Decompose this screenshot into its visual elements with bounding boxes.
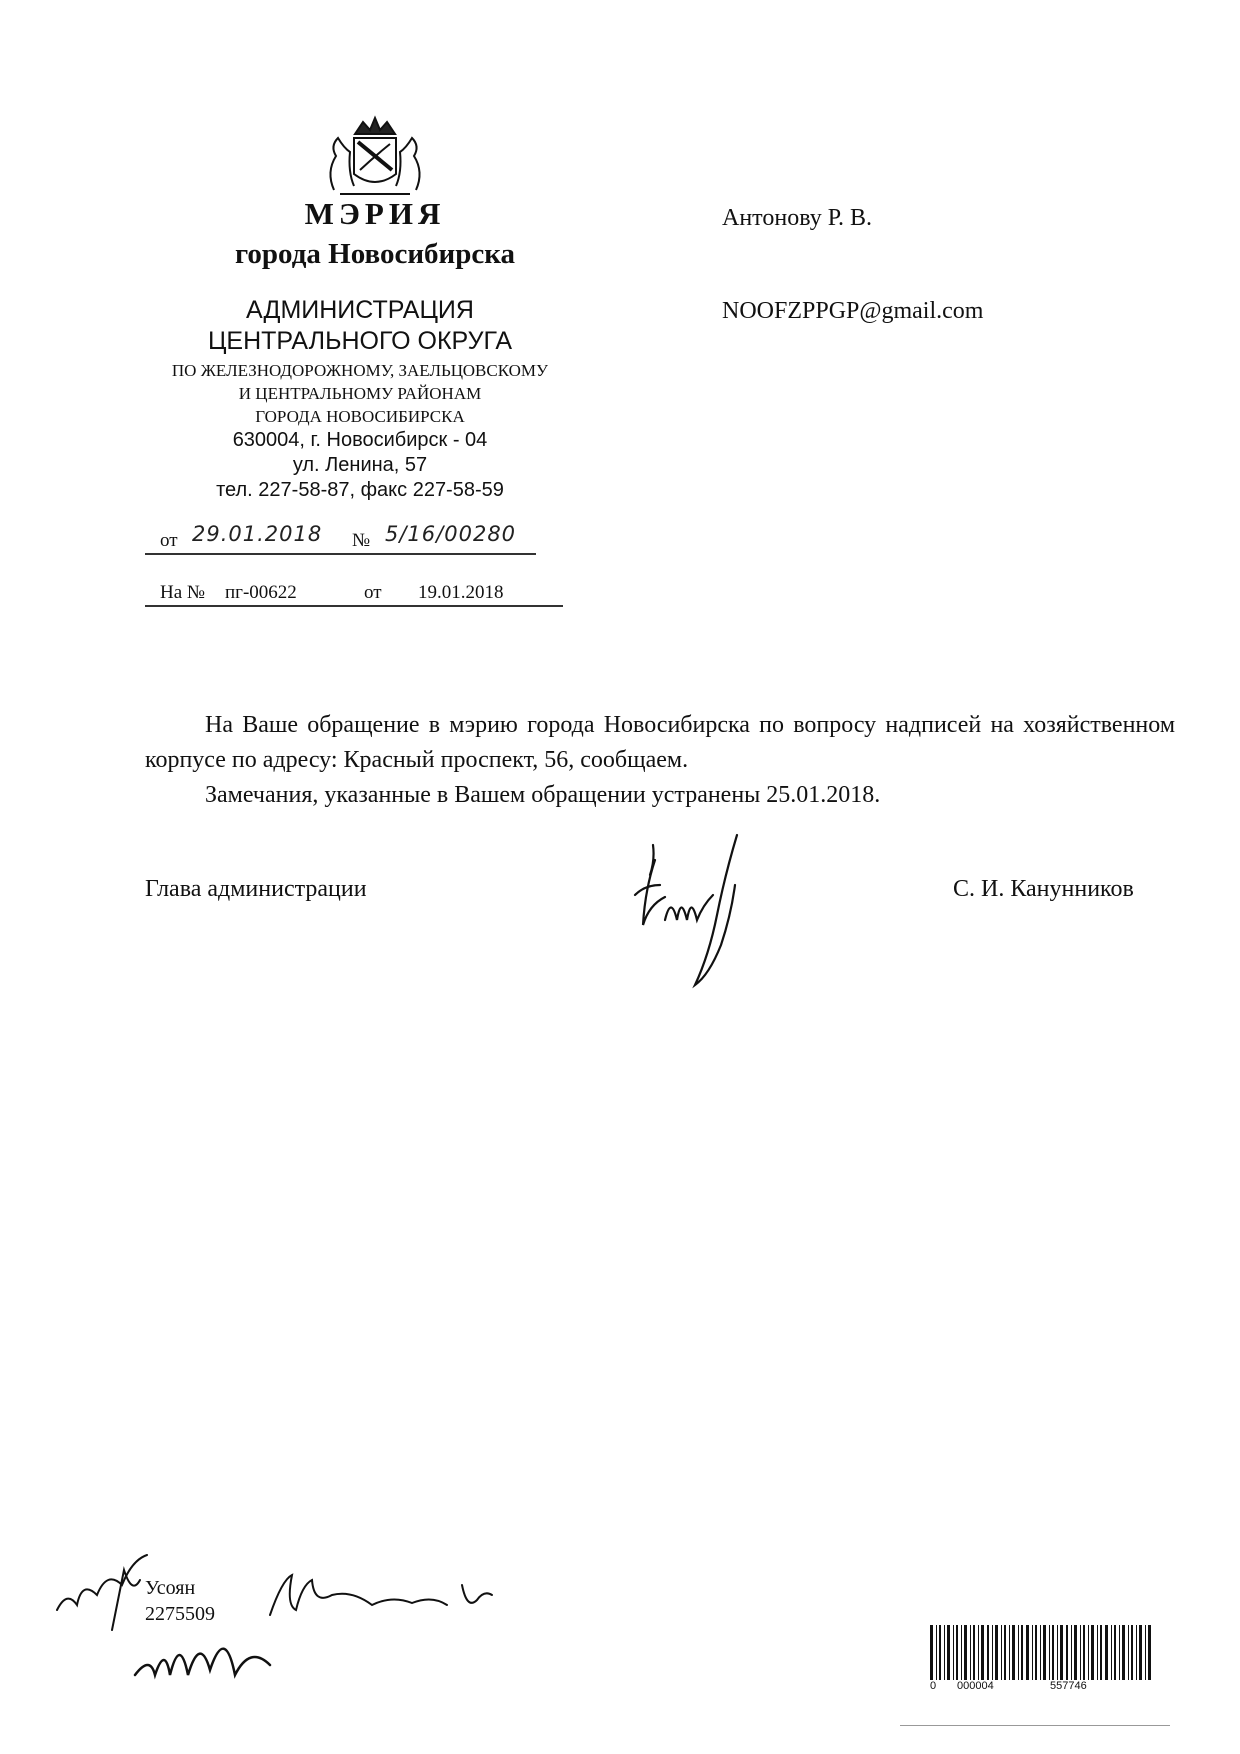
footer-divider (900, 1725, 1170, 1726)
street-address: ул. Ленина, 57 (292, 454, 428, 476)
letter-body (145, 708, 1175, 813)
district-line-2: И ЦЕНТРАЛЬНОМУ РАЙОНАМ (238, 384, 482, 403)
barcode-digits-right: 557746 (1050, 1680, 1087, 1692)
reply-date: 19.01.2018 (418, 582, 504, 603)
admin-title-line-1: АДМИНИСТРАЦИЯ (246, 296, 474, 324)
outgoing-date: 29.01.2018 (192, 522, 323, 546)
phone-fax: тел. 227-58-87, факс 227-58-59 (216, 479, 504, 501)
signatory-name: С. И. Канунников (953, 876, 1134, 902)
barcode-digit-left: 0 (930, 1680, 937, 1692)
executor-phone: 2275509 (145, 1603, 215, 1625)
reply-date-label: от (364, 582, 382, 603)
mayor-title: МЭРИЯ (304, 196, 446, 231)
outgoing-ref-underline (145, 553, 536, 555)
barcode-digits-middle: 000004 (957, 1680, 994, 1692)
signatory-title: Глава администрации (145, 876, 367, 902)
admin-title-line-2: ЦЕНТРАЛЬНОГО ОКРУГА (207, 327, 513, 355)
barcode-icon (930, 1625, 1152, 1680)
reply-number: пг-00622 (225, 582, 297, 603)
outgoing-date-label: от (160, 530, 178, 551)
outgoing-number-label: № (352, 530, 371, 551)
mayor-city: города Новосибирска (234, 238, 516, 270)
reply-number-label: На № (160, 582, 206, 603)
visa-signature-3-icon (262, 1565, 502, 1635)
district-line-3: ГОРОДА НОВОСИБИРСКА (255, 407, 465, 426)
body-paragraph-1: На Ваше обращение в мэрию города Новосибирска по вопросу надписей на хозяйственном корпусе по адресу: Красный проспект, 56, сообщаем. (145, 712, 1175, 773)
recipient-name: Антонову Р. В. (722, 205, 873, 231)
recipient-email: NOOFZPPGP@gmail.com (722, 298, 984, 324)
coat-of-arms-icon (318, 112, 432, 204)
reply-ref-underline (145, 605, 563, 607)
executor-name: Усоян (145, 1577, 196, 1599)
handwritten-signature-icon (625, 825, 760, 1005)
body-paragraph-2: Замечания, указанные в Вашем обращении устранены 25.01.2018. (205, 782, 881, 808)
postal-address: 630004, г. Новосибирск - 04 (232, 429, 488, 451)
district-line-1: ПО ЖЕЛЕЗНОДОРОЖНОМУ, ЗАЕЛЬЦОВСКОМУ (171, 361, 549, 380)
outgoing-number: 5/16/00280 (385, 522, 517, 546)
